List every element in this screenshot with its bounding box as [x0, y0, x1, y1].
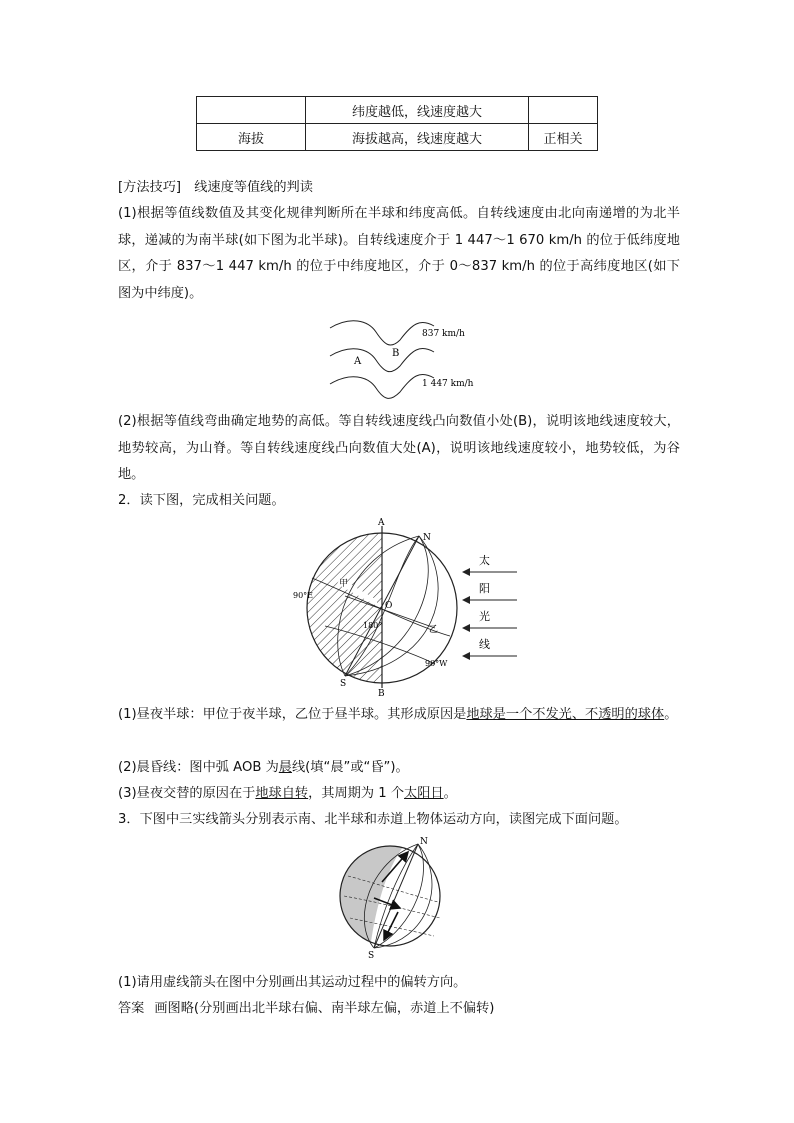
method-paragraph-1: (1)根据等值线数值及其变化规律判断所在半球和纬度高低。自转线速度由北向南递增的为北半球，递减的为南半球(如下图为北半球)。自转线速度介于 1 447～1 670 km/h 的位于低纬度地区，介于 837～1 447 km/h 的位于中纬度地区，介于 0～837 km/h 的位于高纬度地区(如下图为中纬度)。: [118, 206, 680, 301]
question-2-answer-2: [118, 755, 680, 781]
table-row: [197, 124, 598, 151]
answer-text: (2)晨昏线：图中弧 AOB 为: [118, 760, 279, 775]
answer-underlined: 地球是一个不发光、不透明的球体: [466, 707, 665, 722]
isoline-figure: [320, 314, 490, 402]
sunlight-label-4: 线: [479, 638, 490, 651]
answer-text: (3)昼夜交替的原因在于: [118, 786, 256, 801]
answer-underlined: 晨: [278, 760, 292, 775]
isoline-label-a: A: [354, 356, 362, 367]
table-cell: 海拔: [197, 124, 306, 151]
question-3-answer: [118, 996, 680, 1022]
method-paragraph-2: (2)根据等值线弯曲确定地势的高低。等自转线速度线凸向数值小处(B)，说明该地线速度较大，地势较高，为山脊。等自转线速度线凸向数值大处(A)，说明该地线速度较小，地势较低，为谷地。: [118, 414, 680, 482]
answer-underlined: 地球自转: [255, 786, 309, 801]
answer-text: ，其周期为 1 个: [308, 786, 405, 801]
answer-text: 。: [664, 707, 678, 722]
isoline-label-top: 837 km/h: [422, 329, 465, 339]
globe-label-90w: 90°W: [425, 659, 448, 668]
deflection-globe-figure: [338, 832, 458, 964]
question-2-answer-1: [118, 702, 680, 729]
globe-label-s: S: [340, 679, 347, 689]
sunlight-label-3: 光: [479, 610, 490, 623]
answer-text: 线(填“晨”或“昏”)。: [291, 760, 409, 775]
globe-label-o: O: [385, 601, 393, 611]
table-cell: [529, 97, 598, 124]
globe-label-a: A: [378, 518, 385, 528]
question-3-title: 3．下图中三实线箭头分别表示南、北半球和赤道上物体运动方向，读图完成下面问题。: [118, 812, 628, 827]
answer-label: 答案: [118, 1001, 145, 1016]
table-cell: [197, 97, 306, 124]
table-cell: 纬度越低，线速度越大: [306, 97, 529, 124]
question-2-answer-3: [118, 781, 680, 807]
question-2-title: 2．读下图，完成相关问题。: [118, 493, 285, 508]
globe-label-b: B: [378, 689, 385, 696]
answer-text: 画图略(分别画出北半球右偏、南半球左偏，赤道上不偏转): [154, 1001, 495, 1016]
globe-label-180: 180°: [363, 621, 383, 630]
sunlight-label-2: 阳: [479, 582, 490, 595]
answer-text: 。: [443, 786, 457, 801]
globe-label-yi: 乙: [429, 625, 439, 635]
globe-day-night-figure: [285, 516, 525, 696]
summary-table: [196, 96, 598, 151]
answer-text: (1)昼夜半球：甲位于夜半球，乙位于昼半球。其形成原因是: [118, 707, 467, 722]
deflection-label-s: S: [368, 951, 375, 961]
table-cell: 正相关: [529, 124, 598, 151]
globe-label-n: N: [423, 533, 431, 543]
answer-underlined: 太阳日: [404, 786, 444, 801]
isoline-label-bottom: 1 447 km/h: [422, 379, 474, 389]
globe-label-90e: 90°E: [293, 591, 314, 600]
table-row: [197, 97, 598, 124]
globe-label-jia: 甲: [339, 579, 349, 589]
deflection-label-n: N: [420, 837, 428, 847]
sunlight-label-1: 太: [479, 554, 490, 567]
isoline-label-b: B: [392, 348, 400, 359]
question-3-sub-1: (1)请用虚线箭头在图中分别画出其运动过程中的偏转方向。: [118, 975, 467, 990]
method-heading: [方法技巧] 线速度等值线的判读: [118, 180, 313, 195]
table-cell: 海拔越高，线速度越大: [306, 124, 529, 151]
